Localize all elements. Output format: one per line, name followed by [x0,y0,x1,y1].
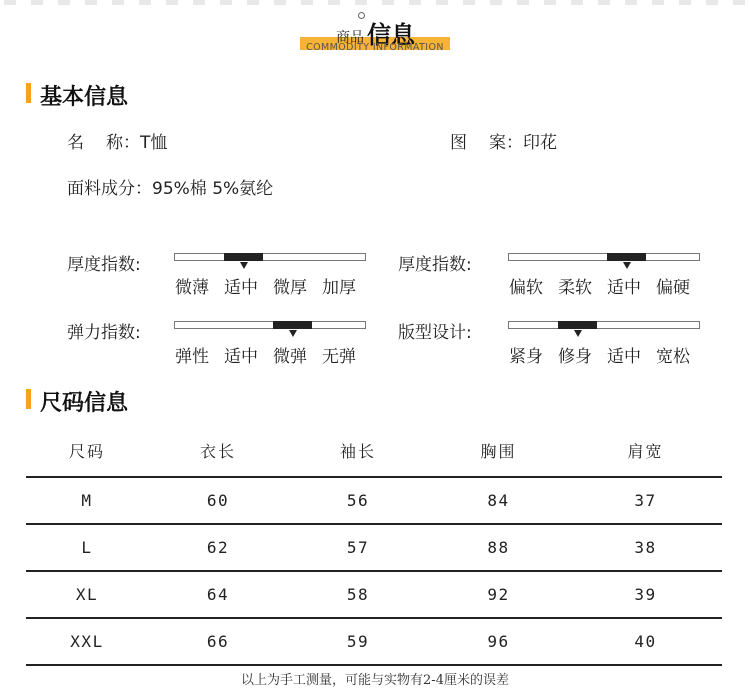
option: 弹性 [175,347,209,367]
top-dash-segment [625,0,637,5]
table-cell: XL [75,585,99,604]
top-dash-segment [436,0,448,5]
elasticity-options [175,342,371,367]
table-cell: L [81,538,93,557]
table-cell: 37 [634,491,657,510]
table-cell: 62 [206,538,230,557]
name-value: T恤 [140,133,168,153]
column-header: 袖长 [339,442,376,461]
table-cell: 84 [487,491,510,510]
option: 微厚 [273,278,307,298]
fabric-row [67,174,273,199]
pattern-label: 图 [450,133,489,153]
table-row [26,572,722,617]
name-label-rest: 称： [106,133,140,153]
top-dash-segment [382,0,394,5]
page-header [300,8,450,58]
top-dash-segment [112,0,124,5]
top-dash-segment [409,0,421,5]
header-subtitle: COMMODITY INFORMATION [306,42,444,53]
name-row [67,128,167,153]
top-dash-segment [58,0,70,5]
table-row [26,525,722,570]
top-dash-segment [247,0,259,5]
top-dash-segment [733,0,745,5]
pattern-value: 印花 [523,133,557,153]
option: 适中 [607,278,641,298]
top-dash-segment [598,0,610,5]
table-divider [26,664,722,666]
column-header: 肩宽 [627,442,664,461]
option: 柔软 [558,278,592,298]
pattern-row [450,128,557,153]
table-cell: 66 [206,632,230,651]
top-dash-segment [193,0,205,5]
elasticity-scale [174,321,366,329]
option: 加厚 [322,278,356,298]
scale-arrow-icon [623,262,631,269]
thickness-options [175,273,371,298]
top-dash-segment [166,0,178,5]
top-dash-segment [571,0,583,5]
thickness-label: 厚度指数: [67,255,141,275]
option: 适中 [224,347,258,367]
table-cell: 96 [487,632,510,651]
fit-scale [508,321,700,329]
table-cell: 88 [487,538,510,557]
option: 微薄 [175,278,209,298]
top-dash-segment [544,0,556,5]
thickness-scale [174,253,366,261]
measurement-note: 以上为手工测量，可能与实物有2-4厘米的误差 [241,673,509,688]
top-decoration [0,0,750,6]
top-dash-segment [139,0,151,5]
header-dot-icon [358,12,365,19]
header-title-small: 商品 [336,30,364,46]
pattern-label-rest: 案： [489,133,523,153]
table-cell: 58 [346,585,370,604]
section-title: 尺码信息 [40,391,129,416]
option: 偏软 [509,278,543,298]
fabric-label: 面料成分： [67,179,152,199]
top-dash-segment [490,0,502,5]
top-dash-segment [85,0,97,5]
top-dash-segment [328,0,340,5]
option: 修身 [558,347,592,367]
scale-indicator [224,253,263,261]
elasticity-label: 弹力指数: [67,323,141,343]
top-dash-segment [517,0,529,5]
top-dash-segment [679,0,691,5]
table-row [26,478,722,523]
column-header: 衣长 [199,442,236,461]
table-cell: 56 [346,491,370,510]
table-cell: 38 [634,538,657,557]
table-cell: M [81,491,93,510]
scale-arrow-icon [289,330,297,337]
size-table [26,432,722,666]
top-dash-segment [4,0,16,5]
fit-label: 版型设计: [398,323,472,343]
scale-indicator [273,321,312,329]
table-cell: 92 [487,585,510,604]
option: 紧身 [509,347,543,367]
fit-options [509,342,705,367]
table-cell: 59 [346,632,370,651]
table-cell: 40 [634,632,657,651]
table-cell: 57 [346,538,370,557]
option: 偏硬 [656,278,690,298]
top-dash-segment [31,0,43,5]
table-cell: XXL [70,632,104,651]
top-dash-segment [355,0,367,5]
column-header: 尺码 [68,442,105,461]
table-cell: 60 [206,491,230,510]
column-header: 胸围 [480,442,517,461]
top-dash-segment [706,0,718,5]
softness-options [509,273,705,298]
table-row [26,619,722,664]
name-label: 名 [67,133,106,153]
option: 适中 [607,347,641,367]
top-dash-segment [274,0,286,5]
option: 微弹 [273,347,307,367]
section-title: 基本信息 [40,85,129,110]
scale-indicator [607,253,646,261]
table-cell: 64 [206,585,230,604]
softness-scale [508,253,700,261]
scale-arrow-icon [574,330,582,337]
option: 宽松 [656,347,690,367]
scale-arrow-icon [240,262,248,269]
top-dash-segment [652,0,664,5]
fabric-value: 95%棉 5%氨纶 [152,179,274,199]
scale-indicator [558,321,597,329]
softness-label: 厚度指数: [398,255,472,275]
section-marker [26,389,31,409]
table-cell: 39 [634,585,657,604]
top-dash-segment [301,0,313,5]
top-dash-segment [220,0,232,5]
option: 无弹 [322,347,356,367]
top-dash-segment [463,0,475,5]
section-marker [26,83,31,103]
option: 适中 [224,278,258,298]
header-title-big: 信息 [367,21,415,49]
table-header [26,432,722,476]
